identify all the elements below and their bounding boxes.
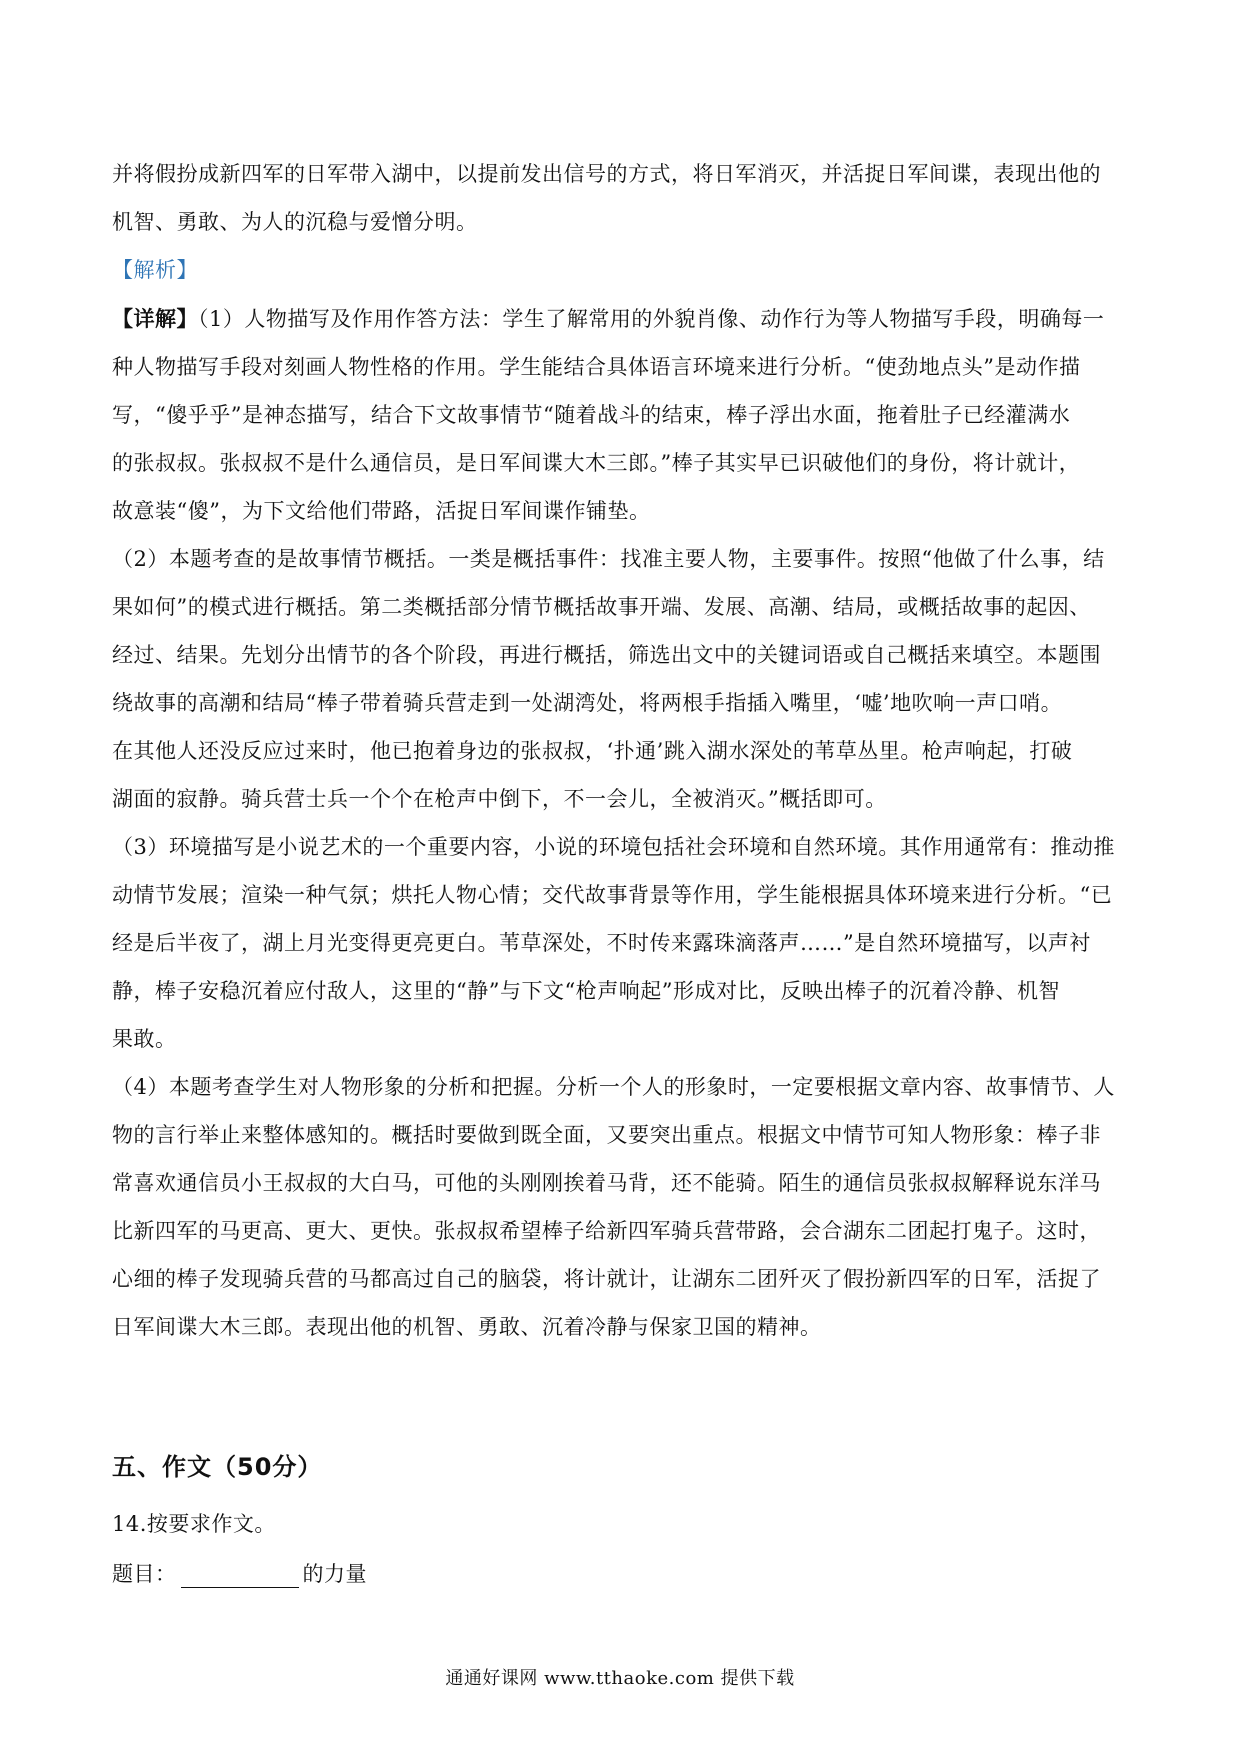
detail-line-1-text: （1）人物描写及作用作答方法：学生了解常用的外貌肖像、动作行为等人物描写手段，明确每一 <box>198 307 1105 331</box>
detail-line-1 <box>112 295 1132 343</box>
intro-line-2: 机智、勇敢、为人的沉稳与爱憎分明。 <box>112 210 478 234</box>
title-blank[interactable] <box>181 1565 299 1588</box>
detail-line: 心细的棒子发现骑兵营的马都高过自己的脑袋，将计就计，让湖东二团歼灭了假扮新四军的日军，活捉了 <box>112 1267 1101 1291</box>
intro-line-1: 并将假扮成新四军的日军带入湖中，以提前发出信号的方式，将日军消灭，并活捉日军间谍，表现出他的 <box>112 162 1101 186</box>
question-number: 14.按要求作文。 <box>112 1512 276 1536</box>
detail-line: 物的言行举止来整体感知的。概括时要做到既全面，又要突出重点。根据文中情节可知人物形象：棒子非 <box>112 1123 1101 1147</box>
detail-line: 绕故事的高潮和结局“棒子带着骑兵营走到一处湖湾处，将两根手指插入嘴里，‘嘘’地吹响一声口哨。 <box>112 691 1063 715</box>
detail-line: 种人物描写手段对刻画人物性格的作用。学生能结合具体语言环境来进行分析。“使劲地点头”是动作描 <box>112 355 1081 379</box>
detail-line: 湖面的寂静。骑兵营士兵一个个在枪声中倒下，不一会儿，全被消灭。”概括即可。 <box>112 787 887 811</box>
detail-line: 常喜欢通信员小王叔叔的大白马，可他的头刚刚挨着马背，还不能骑。陌生的通信员张叔叔解释说东洋马 <box>112 1171 1101 1195</box>
detail-line: 果敢。 <box>112 1027 177 1051</box>
jiexi-label: 【解析】 <box>112 258 198 282</box>
detail-line: （3）环境描写是小说艺术的一个重要内容，小说的环境包括社会环境和自然环境。其作用通常有：推动推 <box>112 835 1115 859</box>
detail-line: （2）本题考查的是故事情节概括。一类是概括事件：找准主要人物，主要事件。按照“他做了什么事，结 <box>112 547 1105 571</box>
detail-line: 比新四军的马更高、更大、更快。张叔叔希望棒子给新四军骑兵营带路，会合湖东二团起打鬼子。这时， <box>112 1219 1101 1243</box>
detail-line: 写，“傻乎乎”是神态描写，结合下文故事情节“随着战斗的结束，棒子浮出水面，拖着肚子已经灌满水 <box>112 403 1071 427</box>
detail-line: 静，棒子安稳沉着应付敌人，这里的“静”与下文“枪声响起”形成对比，反映出棒子的沉着冷静、机智 <box>112 979 1060 1003</box>
intro-paragraph <box>112 150 1132 246</box>
detail-line: 日军间谍大木三郎。表现出他的机智、勇敢、沉着冷静与保家卫国的精神。 <box>112 1315 822 1339</box>
page-footer: 通通好课网 www.tthaoke.com 提供下载 <box>445 1668 795 1689</box>
section-heading: 五、作文（50分） <box>112 1453 323 1481</box>
title-prefix: 题目： <box>112 1562 177 1586</box>
detail-line: 的张叔叔。张叔叔不是什么通信员，是日军间谍大木三郎。”棒子其实早已识破他们的身份，将计就计， <box>112 451 1081 475</box>
detail-line: （4）本题考查学生对人物形象的分析和把握。分析一个人的形象时，一定要根据文章内容、故事情节、人 <box>112 1075 1115 1099</box>
jiexi-heading <box>112 246 1132 294</box>
detail-line: 经过、结果。先划分出情节的各个阶段，再进行概括，筛选出文中的关键词语或自己概括来填空。本题围 <box>112 643 1101 667</box>
detail-line: 经是后半夜了，湖上月光变得更亮更白。苇草深处，不时传来露珠滴落声……”是自然环境描写，以声衬 <box>112 931 1091 955</box>
xiangjie-tag: 【详解】 <box>112 306 198 331</box>
detail-paragraphs <box>112 295 1132 1351</box>
detail-line: 动情节发展；渲染一种气氛；烘托人物心情；交代故事背景等作用，学生能根据具体环境来进行分析。“已 <box>112 883 1113 907</box>
detail-line: 在其他人还没反应过来时，他已抱着身边的张叔叔，‘扑通’跳入湖水深处的苇草丛里。枪声响起，打破 <box>112 739 1073 763</box>
detail-line: 果如何”的模式进行概括。第二类概括部分情节概括故事开端、发展、高潮、结局，或概括故事的起因、 <box>112 595 1091 619</box>
detail-line: 故意装“傻”，为下文给他们带路，活捉日军间谍作铺垫。 <box>112 499 651 523</box>
title-suffix: 的力量 <box>302 1562 367 1586</box>
essay-title-line <box>112 1558 367 1588</box>
